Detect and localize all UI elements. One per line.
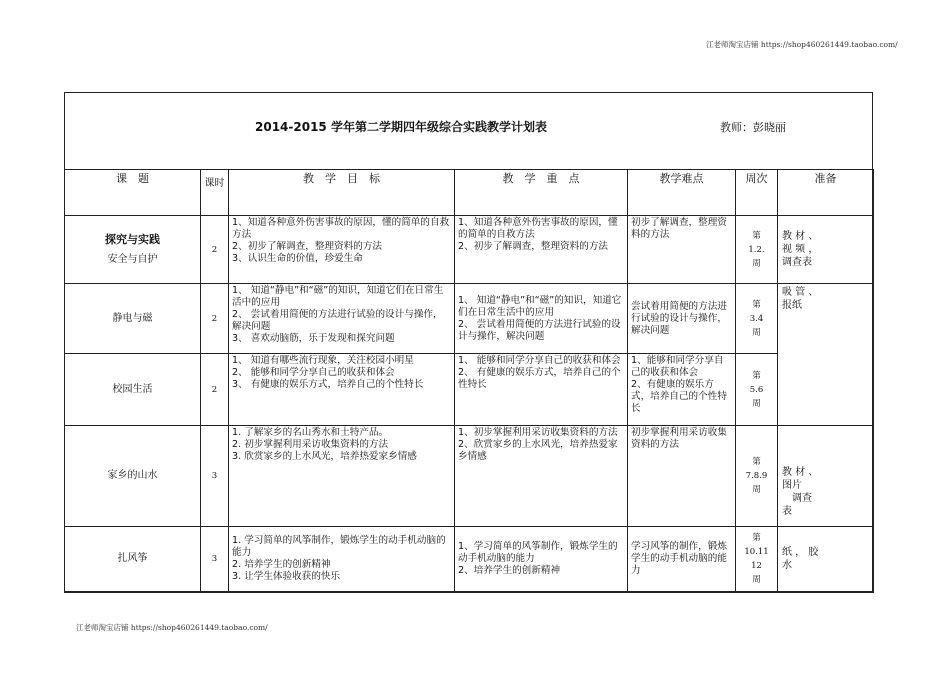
table-row [65,216,874,283]
key-point-line: 1、 知道“静电”和“磁”的知识，知道它们在日常生活中的应用 [458,294,622,318]
goals-cell [229,216,455,283]
header-hours: 课时 [201,170,229,216]
table-row [65,425,874,526]
week-line: 10.11 [744,547,769,558]
difficulty-line: 尝试着用简便的方法进行试验的设计与操作，解决问题 [631,300,727,336]
table-body [65,216,874,593]
header-prep: 准备 [778,170,874,216]
goals-cell [229,283,455,354]
key-point-line: 1、初步掌握利用采访收集资料的方法 [458,426,618,438]
week-cell [736,526,778,593]
header-goals: 教 学 目 标 [229,170,455,216]
watermark-top: 江老师淘宝店铺 https://shop460261449.taobao.com/ [706,40,898,49]
key-points-cell [455,354,628,426]
week-cell [736,354,778,426]
goal-line: 1. 了解家乡的名山秀水和土特产品。 [232,426,389,438]
header-row [65,170,874,216]
prep-line: 水 [782,560,792,572]
goal-line: 3. 欣赏家乡的上水风光，培养热爱家乡情感 [232,450,417,462]
key-point-line: 1、知道各种意外伤害事故的原因，懂的简单的自救方法 [458,217,618,241]
difficulty-cell [628,354,736,426]
topic-cell [65,216,201,283]
week-line: 第 [752,299,761,310]
prep-line: 教 材 、 [782,466,819,478]
key-points-cell [455,283,628,354]
difficulty-cell [628,425,736,526]
prep-cell [778,526,874,593]
week-cell [736,283,778,354]
goals-cell [229,354,455,426]
topic-name: 静电与磁 [112,312,153,324]
goals-cell [229,425,455,526]
difficulty-line: 学习风筝的制作，锻炼学生的动手机动脑的能力 [631,541,727,577]
goal-line: 3、 喜欢动脑筋，乐于发现和探究问题 [232,332,395,344]
key-point-line: 2、 有健康的娱乐方式，培养自己的个性特长 [458,367,621,391]
key-point-line: 1、学习简单的风筝制作，锻炼学生的动手机动脑的能力 [458,541,618,565]
week-line: 7.8.9 [745,470,768,481]
hours-cell: 3 [201,425,229,526]
table-row [65,354,874,426]
goal-line: 2、 能够和同学分享自己的收获和体会 [232,367,395,379]
hours-cell: 2 [201,354,229,426]
key-points-cell [455,216,628,283]
topic-name: 家乡的山水 [107,469,158,481]
week-line: 周 [752,484,761,495]
header-week: 周次 [736,170,778,216]
header-topic: 课 题 [65,170,201,216]
plan-table [64,169,874,593]
prep-line: 调查 [782,492,812,504]
week-line: 周 [752,258,761,269]
week-line: 3.4 [749,313,764,324]
prep-line: 视 频 ， [782,244,819,256]
goal-line: 1、 知道“静电”和“磁”的知识，知道它们在日常生活中的应用 [232,284,444,308]
week-line: 周 [752,575,761,586]
hours-cell: 3 [201,526,229,593]
goal-line: 1、 知道有哪些流行现象，关注校园小明星 [232,355,414,367]
goal-line: 3、 有健康的娱乐方式，培养自己的个性特长 [232,379,424,391]
key-point-line: 2、初步了解调查，整理资料的方法 [458,241,609,253]
key-point-line: 2、培养学生的创新精神 [458,565,561,577]
key-point-line: 2、欣赏家乡的上水风光，培养热爱家乡情感 [458,438,618,462]
difficulty-line: 1、能够和同学分享自己的收获和体会 [631,355,724,379]
topic-cell [65,354,201,426]
prep-line: 教 材 、 [782,231,819,243]
week-line: 第 [752,533,761,544]
prep-line: 吸 管 、 [782,286,819,298]
table-row [65,526,874,593]
key-point-line: 1、 能够和同学分享自己的收获和体会 [458,355,621,367]
unit-title: 探究与实践 [105,232,160,246]
goal-line: 2. 培养学生的创新精神 [232,559,331,571]
prep-line: 纸 ， 胶 [782,547,819,559]
topic-cell [65,526,201,593]
week-line: 第 [752,370,761,381]
goal-line: 2、 尝试着用简便的方法进行试验的设计与操作，解决问题 [232,308,443,332]
week-line: 第 [752,456,761,467]
topic-name: 安全与自护 [107,253,158,265]
goal-line: 3、认识生命的价值，珍爱生命 [232,253,363,265]
topic-cell [65,425,201,526]
header-key-points: 教 学 重 点 [455,170,628,216]
difficulty-line: 初步了解调查，整理资料的方法 [631,217,727,241]
prep-line: 图片 [782,479,802,491]
goal-line: 1. 学习简单的风筝制作，锻炼学生的动手机动脑的能力 [232,535,446,559]
prep-cell [778,425,874,526]
plan-sheet [64,92,873,592]
goal-line: 2、初步了解调查，整理资料的方法 [232,241,383,253]
week-line: 第 [752,230,761,241]
difficulty-cell [628,526,736,593]
week-line: 1.2. [748,244,765,255]
topic-name: 扎风筝 [117,553,148,565]
topic-cell [65,283,201,354]
watermark-bottom: 江老师淘宝店铺 https://shop460261449.taobao.com/ [76,623,268,632]
key-points-cell [455,425,628,526]
difficulty-cell [628,283,736,354]
prep-line: 表 [782,505,792,517]
page-title: 2014-2015 学年第二学期四年级综合实践教学计划表 [255,120,547,134]
difficulty-cell [628,216,736,283]
week-line: 周 [752,398,761,409]
hours-cell: 2 [201,216,229,283]
prep-line: 调查表 [782,257,812,269]
goals-cell [229,526,455,593]
topic-name: 校园生活 [112,383,153,395]
week-cell [736,425,778,526]
week-line: 12 [751,561,762,572]
prep-line: 报纸 [782,299,802,311]
table-row [65,283,874,354]
goal-line: 1、知道各种意外伤害事故的原因，懂的简单的自救方法 [232,217,450,241]
hours-cell: 2 [201,283,229,354]
prep-cell [778,216,874,283]
difficulty-line: 2、有健康的娱乐方式，培养自己的个性特长 [631,379,727,415]
header-difficulty: 教学难点 [628,170,736,216]
teacher-label: 教师：彭晓丽 [720,121,786,134]
key-point-line: 2、 尝试着用简便的方法进行试验的设计与操作，解决问题 [458,318,621,342]
key-points-cell [455,526,628,593]
goal-line: 3. 让学生体验收获的快乐 [232,571,341,583]
prep-cell [778,283,874,425]
week-line: 5.6 [749,384,764,395]
week-cell [736,216,778,283]
week-line: 周 [752,327,761,338]
goal-line: 2. 初步掌握利用采访收集资料的方法 [232,438,389,450]
difficulty-line: 初步掌握利用采访收集资料的方法 [631,426,727,450]
